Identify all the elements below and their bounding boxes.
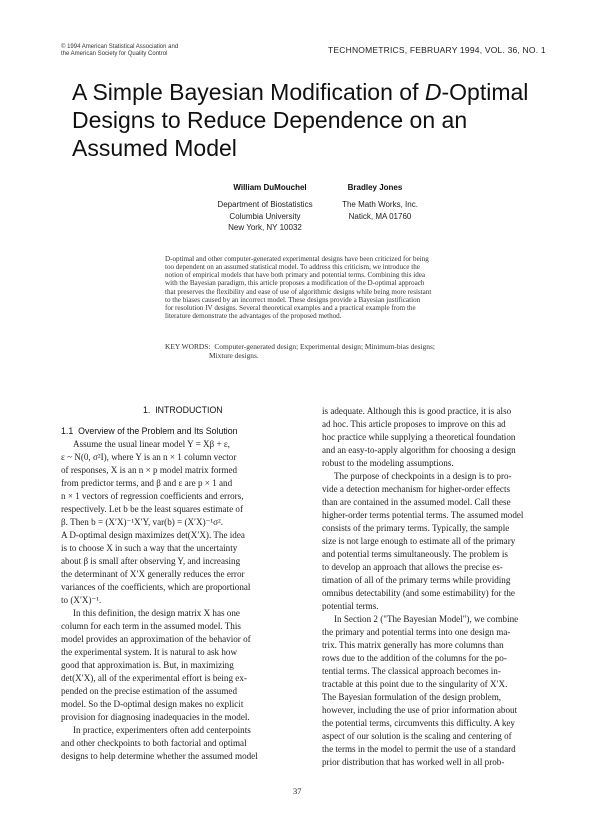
abstract-line: D-optimal and other computer-generated experimental designs have been criticized for being <box>165 255 429 263</box>
body-line: In Section 2 ("The Bayesian Model"), we combine <box>334 614 519 624</box>
keywords <box>165 342 475 360</box>
body-line: higher-order terms potential terms. The assumed model <box>322 510 524 520</box>
abstract <box>165 255 475 320</box>
abstract-line: with the Bayesian paradigm, this article proposes a modification of the D-optimal approach <box>165 279 425 288</box>
copyright-line: © 1994 American Statistical Association and <box>61 44 179 50</box>
keywords-label: KEY WORDS: <box>165 342 211 351</box>
affiliation-line: Department of Biostatistics <box>217 200 313 209</box>
body-line: The purpose of checkpoints in a design is to pro- <box>334 471 512 481</box>
body-line: omnibus detectability (and some estimability) for the <box>322 588 515 598</box>
abstract-line: to the biases caused by an incorrect model. These designs provide a Bayesian justification <box>165 295 421 304</box>
subsection-heading: 1.1 Overview of the Problem and Its Solution <box>61 426 238 436</box>
body-line: designs to help determine whether the assumed model <box>61 751 258 761</box>
body-line: β. Then b = (X′X)⁻¹X′Y, var(b) = (X′X)⁻¹σ². <box>61 517 224 527</box>
body-line: tential terms. The classical approach becomes in- <box>322 666 501 676</box>
body-line: the determinant of X′X generally reduces the error <box>61 569 245 579</box>
title-line <box>72 78 552 106</box>
author-name: Bradley Jones <box>347 183 403 192</box>
body-line: the experimental system. It is natural to ask how <box>61 647 238 657</box>
affiliation-line: Columbia University <box>229 211 301 221</box>
body-line: Assume the usual linear model Y = Xβ + ε, <box>73 439 230 449</box>
body-line: In practice, experimenters often add centerpoints <box>73 725 251 735</box>
journal-citation: TECHNOMETRICS, FEBRUARY 1994, VOL. 36, NO. 1 <box>328 45 546 55</box>
body-line: det(X′X), all of the experimental effort is being ex- <box>61 673 247 683</box>
abstract-line: literature demonstrate the advantages of the proposed method. <box>165 312 342 321</box>
body-line: prior distribution that has worked well in all prob- <box>322 757 505 767</box>
body-line: and other checkpoints to both factorial and optimal <box>61 738 247 748</box>
body-line: than are contained in the assumed model. Call these <box>322 497 511 507</box>
body-line: column for each term in the assumed model. This <box>61 621 241 631</box>
author-affiliation <box>190 199 340 234</box>
page-number: 37 <box>293 786 302 796</box>
body-line: n × 1 vectors of regression coefficients and errors, <box>61 491 244 501</box>
body-line: vide a detection mechanism for higher-order effects <box>322 484 511 494</box>
keywords-continuation: Mixture designs. <box>209 351 259 360</box>
title-part-italic: D <box>424 79 442 105</box>
body-line: the primary and potential terms into one design ma- <box>322 627 511 637</box>
section-heading: 1. INTRODUCTION <box>143 405 223 415</box>
body-line: aspect of our solution is the scaling and centering of <box>322 731 512 741</box>
body-line: the terms in the model to permit the use of a standard <box>322 744 516 754</box>
body-line: The Bayesian formulation of the design problem, <box>322 692 502 702</box>
body-line: from predictor terms, and β and ε are p × 1 and <box>61 478 233 488</box>
affiliation-line: The Math Works, Inc. <box>342 200 418 209</box>
body-line: to (X′X)⁻¹. <box>61 595 102 605</box>
body-line: provision for diagnosing inadequacies in the model. <box>61 712 250 722</box>
body-line: the potential terms, circumvents this difficulty. A key <box>322 718 515 728</box>
body-line: good that approximation is. But, in maximizing <box>61 660 234 670</box>
abstract-line: that preserves the flexibility and ease of use of algorithmic designs while being more resistant <box>165 287 432 296</box>
copyright-line: the American Society for Quality Control <box>61 51 168 57</box>
body-line: model provides an approximation of the behavior of <box>61 634 251 644</box>
body-line: A D-optimal design maximizes det(X′X). The idea <box>61 530 245 540</box>
body-line: tractable at this point due to the singularity of X′X. <box>322 679 508 689</box>
author-name: William DuMouchel <box>233 183 307 192</box>
body-line: about β is small after observing Y, and increasing <box>61 556 241 566</box>
affiliation-line: Natick, MA 01760 <box>348 211 412 221</box>
body-line: respectively. Let b be the least squares estimate of <box>61 504 243 514</box>
author-affiliation <box>325 199 435 222</box>
body-line: size is not large enough to estimate all of the primary <box>322 536 516 546</box>
body-line: is adequate. Although this is good practice, it is also <box>322 406 512 416</box>
affiliation-line: New York, NY 10032 <box>228 223 302 232</box>
body-line: ε ~ N(0, σ²I), where Y is an n × 1 column vector <box>61 452 237 462</box>
body-line: variances of the coefficients, which are proportional <box>61 582 251 592</box>
body-line: timation of all of the primary terms while providing <box>322 575 511 585</box>
body-line: rows due to the addition of the columns for the po- <box>322 653 507 663</box>
abstract-line: for resolution IV designs. Several theoretical examples and a practical example from the <box>165 303 416 312</box>
copyright-notice <box>61 44 261 58</box>
body-line: potential terms. <box>322 601 379 611</box>
title-part: A Simple Bayesian Modification of <box>72 79 425 105</box>
body-line: to develop an approach that allows the precise es- <box>322 562 503 572</box>
body-line: and potential terms simultaneously. The problem is <box>322 549 508 559</box>
paper-title <box>72 78 552 162</box>
body-line: In this definition, the design matrix X has one <box>73 608 240 618</box>
body-line: and an easy-to-apply algorithm for choosing a design <box>322 445 516 455</box>
body-line: hoc practice while supplying a theoretical foundation <box>322 432 516 442</box>
body-line: trix. This matrix generally has more columns than <box>322 640 504 650</box>
title-part: -Optimal <box>441 79 529 105</box>
body-line: pended on the precise estimation of the assumed <box>61 686 238 696</box>
title-line: Assumed Model <box>72 135 237 161</box>
abstract-line: too dependent on an assumed statistical model. To address this criticism, we introduce the <box>165 263 420 272</box>
body-line: model. So the D-optimal design makes no explicit <box>61 699 244 709</box>
body-line: however, including the use of prior information about <box>322 705 518 715</box>
body-line: is to choose X in such a way that the uncertainty <box>61 543 238 553</box>
body-line: robust to the modeling assumptions. <box>322 458 454 468</box>
body-line: consists of the primary terms. Typically, the sample <box>322 523 510 533</box>
abstract-line: notion of empirical models that have both primary and potential terms. Combining this idea <box>165 271 426 280</box>
body-line: ad hoc. This article proposes to improve on this ad <box>322 419 506 429</box>
title-line: Designs to Reduce Dependence on an <box>72 107 468 133</box>
keywords-text: Computer-generated design; Experimental design; Minimum-bias designs; <box>214 342 435 351</box>
body-line: of responses, X is an n × p model matrix formed <box>61 465 238 475</box>
